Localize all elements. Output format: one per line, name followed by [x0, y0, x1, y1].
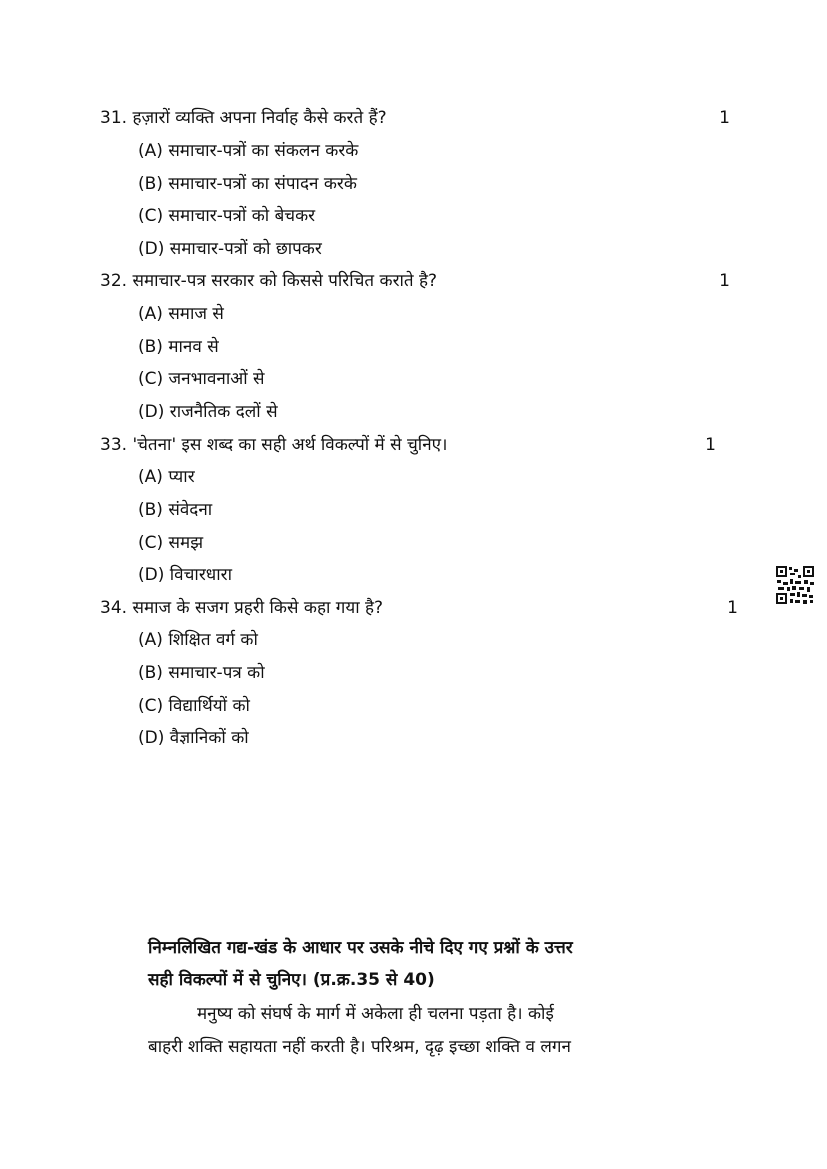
option-34-d: [138, 727, 249, 749]
instruction-line-1: निम्नलिखित गद्य-खंड के आधार पर उसके नीचे दिए गए प्रश्नों के उत्तर: [148, 938, 573, 958]
question-text: 'चेतना' इस शब्द का सही अर्थ विकल्पों में से चुनिए।: [132, 435, 448, 455]
question-number: 32.: [100, 271, 128, 291]
option-33-a: [138, 466, 195, 488]
question-31: [100, 107, 730, 129]
option-34-c: [138, 695, 250, 717]
option-text: जनभावनाओं से: [168, 369, 265, 389]
question-stem: [100, 107, 730, 129]
option-32-c: [138, 368, 265, 390]
option-text: समाचार-पत्र को: [168, 663, 265, 683]
question-stem: [100, 597, 738, 619]
option-32-a: [138, 303, 224, 325]
question-text: हज़ारों व्यक्ति अपना निर्वाह कैसे करते हैं?: [132, 108, 387, 128]
option-31-a: [138, 140, 358, 162]
passage-instruction: [148, 937, 738, 991]
option-text: वैज्ञानिकों को: [169, 728, 249, 748]
option-label: (C): [138, 206, 164, 226]
question-33: [100, 434, 730, 456]
question-marks: 1: [727, 598, 738, 618]
passage-line-2: बाहरी शक्ति सहायता नहीं करती है। परिश्रम, दृढ़ इच्छा शक्ति व लगन: [148, 1037, 571, 1057]
option-text: राजनैतिक दलों से: [169, 402, 278, 422]
option-31-b: [138, 173, 357, 195]
instruction-line-2: सही विकल्पों में से चुनिए। (प्र.क्र.35 से 40): [148, 970, 435, 990]
question-marks: 1: [719, 108, 730, 128]
option-31-d: [138, 238, 322, 260]
option-text: समझ: [168, 533, 204, 553]
option-label: (C): [138, 696, 164, 716]
option-label: (D): [138, 402, 165, 422]
question-32: [100, 270, 730, 292]
option-31-c: [138, 205, 315, 227]
option-text: समाचार-पत्रों का संपादन करके: [168, 174, 357, 194]
question-marks: 1: [705, 435, 716, 455]
option-label: (B): [138, 337, 163, 357]
option-33-b: [138, 499, 212, 521]
option-text: प्यार: [168, 467, 195, 487]
option-34-a: [138, 629, 258, 651]
option-label: (C): [138, 533, 164, 553]
option-text: संवेदना: [168, 500, 213, 520]
option-text: समाचार-पत्रों का संकलन करके: [168, 141, 359, 161]
question-number: 33.: [100, 435, 128, 455]
option-label: (B): [138, 500, 163, 520]
option-label: (B): [138, 663, 163, 683]
passage-line-1: मनुष्य को संघर्ष के मार्ग में अकेला ही चलना पड़ता है। कोई: [197, 1004, 554, 1024]
option-text: मानव से: [168, 337, 219, 357]
qr-code-icon: [775, 565, 815, 605]
option-text: शिक्षित वर्ग को: [168, 630, 258, 650]
option-label: (D): [138, 728, 165, 748]
question-stem: [100, 270, 730, 292]
option-34-b: [138, 662, 265, 684]
option-label: (A): [138, 141, 163, 161]
option-32-b: [138, 336, 219, 358]
question-number: 34.: [100, 598, 128, 618]
question-34: [100, 597, 738, 619]
option-text: समाचार-पत्रों को छापकर: [169, 239, 322, 259]
option-label: (A): [138, 304, 163, 324]
question-number: 31.: [100, 108, 128, 128]
option-label: (C): [138, 369, 164, 389]
option-label: (A): [138, 630, 163, 650]
question-marks: 1: [719, 271, 730, 291]
option-text: समाज से: [168, 304, 224, 324]
option-label: (D): [138, 239, 165, 259]
option-text: समाचार-पत्रों को बेचकर: [168, 206, 316, 226]
option-32-d: [138, 401, 278, 423]
option-text: विचारधारा: [169, 565, 232, 585]
question-stem: [100, 434, 730, 456]
option-label: (B): [138, 174, 163, 194]
option-text: विद्यार्थियों को: [168, 696, 250, 716]
option-label: (D): [138, 565, 165, 585]
question-text: समाचार-पत्र सरकार को किससे परिचित कराते है?: [132, 271, 438, 291]
question-text: समाज के सजग प्रहरी किसे कहा गया है?: [132, 598, 384, 618]
option-33-c: [138, 532, 203, 554]
option-label: (A): [138, 467, 163, 487]
option-33-d: [138, 564, 232, 586]
